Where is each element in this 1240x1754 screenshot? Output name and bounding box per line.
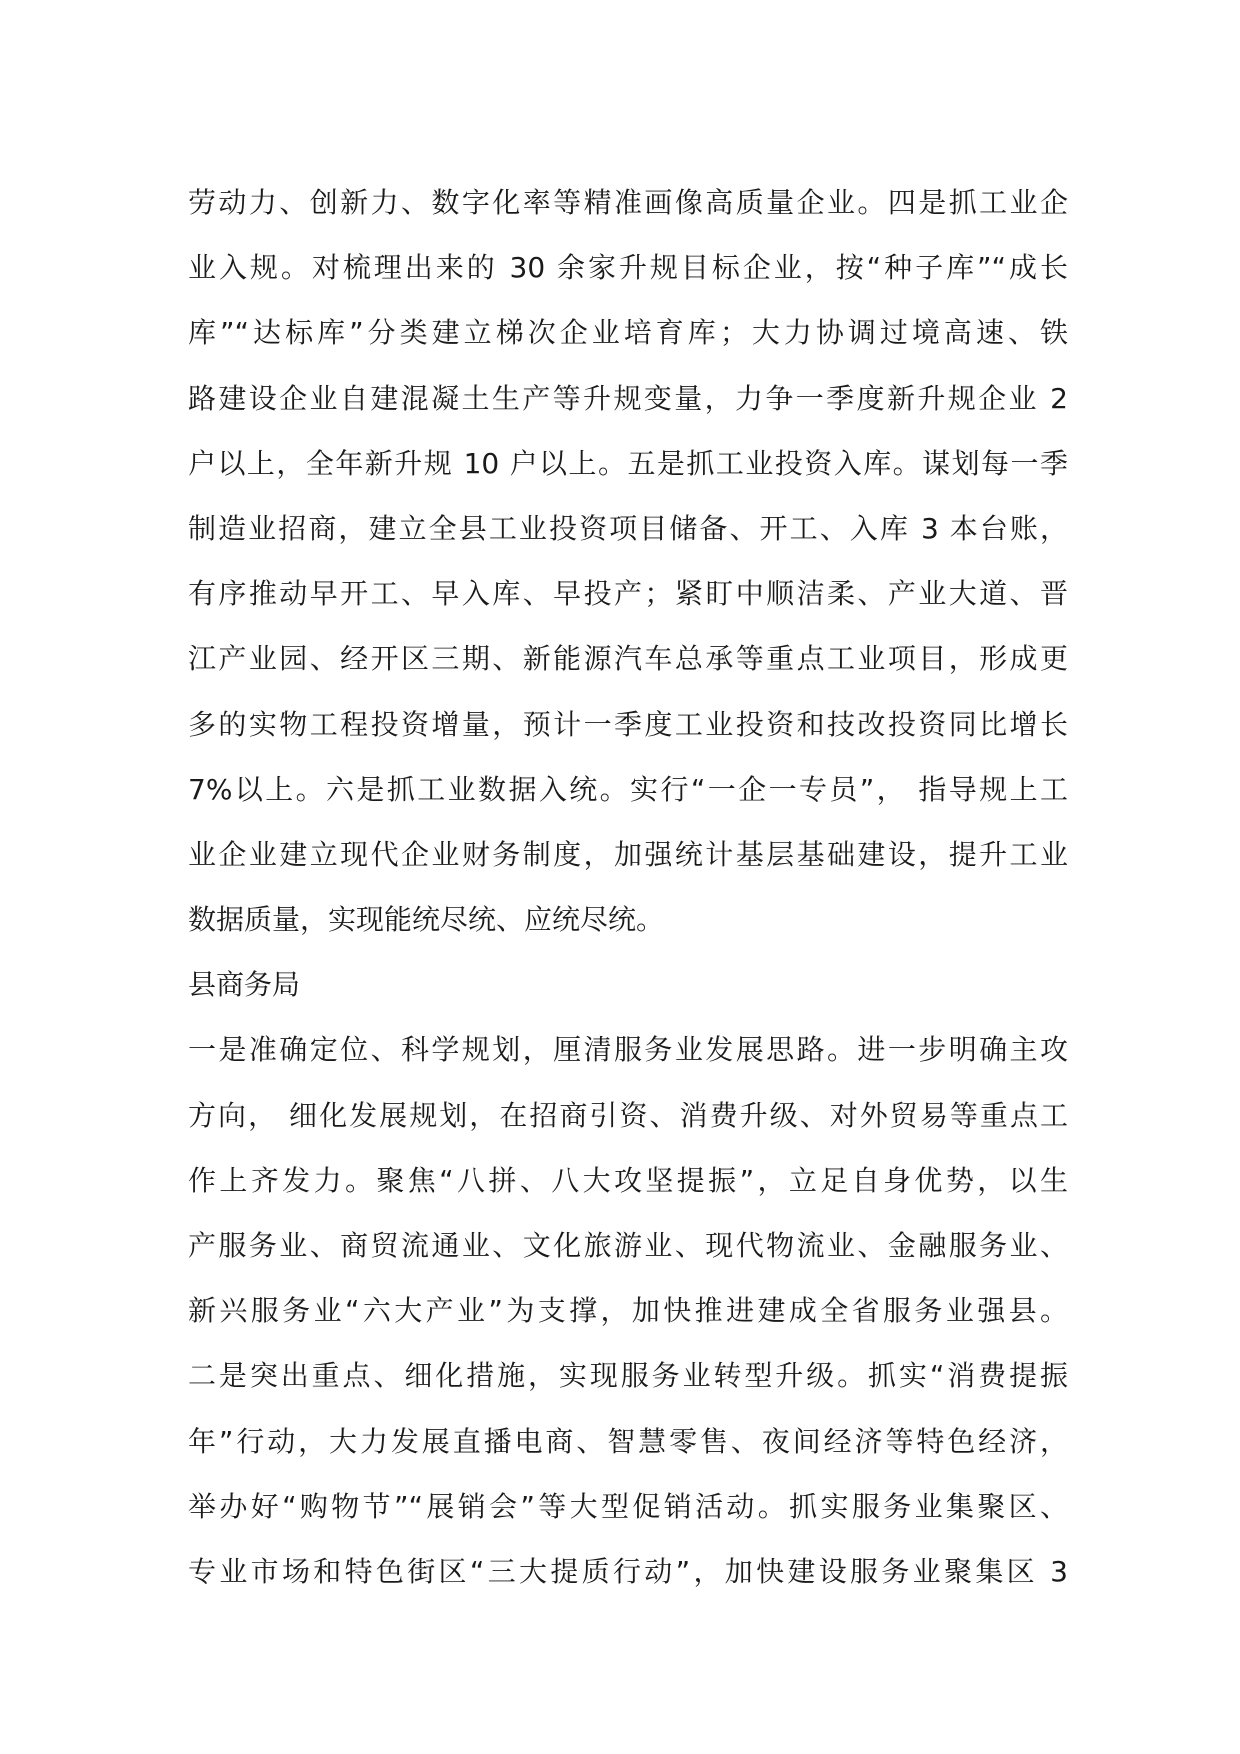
text-line: 户以上，全年新升规 10 户以上。五是抓工业投资入库。谋划每一季 [188,446,1068,480]
text-line: 二是突出重点、细化措施，实现服务业转型升级。抓实“消费提振 [188,1359,1068,1393]
text-line: 路建设企业自建混凝土生产等升规变量，力争一季度新升规企业 2 [188,381,1068,415]
text-line: 一是准确定位、科学规划，厘清服务业发展思路。进一步明确主攻 [188,1033,1068,1067]
text-line: 7%以上。六是抓工业数据入统。实行“一企一专员”， 指导规上工 [188,772,1068,806]
text-line: 业企业建立现代企业财务制度，加强统计基层基础建设，提升工业 [188,837,1068,871]
text-line: 产服务业、商贸流通业、文化旅游业、现代物流业、金融服务业、 [188,1229,1068,1262]
text-line: 新兴服务业“六大产业”为支撑，加快推进建成全省服务业强县。 [188,1294,1068,1328]
text-line: 制造业招商，建立全县工业投资项目储备、开工、入库 3 本台账， [188,511,1068,545]
text-line: 多的实物工程投资增量，预计一季度工业投资和技改投资同比增长 [188,707,1068,741]
paragraph-end-line: 数据质量，实现能统尽统、应统尽统。 [188,903,665,937]
text-line: 有序推动早开工、早入库、早投产；紧盯中顺洁柔、产业大道、晋 [188,577,1068,611]
text-line: 举办好“购物节”“展销会”等大型促销活动。抓实服务业集聚区、 [188,1489,1068,1523]
text-line: 江产业园、经开区三期、新能源汽车总承等重点工业项目，形成更 [188,642,1068,676]
body-text [188,170,1068,1604]
text-line: 年”行动，大力发展直播电商、智慧零售、夜间经济等特色经济， [188,1424,1068,1458]
text-line: 作上齐发力。聚焦“八拼、八大攻坚提振”，立足自身优势，以生 [188,1163,1068,1197]
text-line: 库”“达标库”分类建立梯次企业培育库；大力协调过境高速、铁 [188,316,1068,350]
text-line: 方向， 细化发展规划，在招商引资、消费升级、对外贸易等重点工 [188,1098,1068,1132]
text-line: 专业市场和特色街区“三大提质行动”，加快建设服务业聚集区 3 [188,1554,1068,1588]
text-line: 业入规。对梳理出来的 30 余家升规目标企业，按“种子库”“成长 [188,251,1068,285]
section-heading: 县商务局 [188,968,301,1002]
text-line: 劳动力、创新力、数字化率等精准画像高质量企业。四是抓工业企 [188,186,1068,219]
